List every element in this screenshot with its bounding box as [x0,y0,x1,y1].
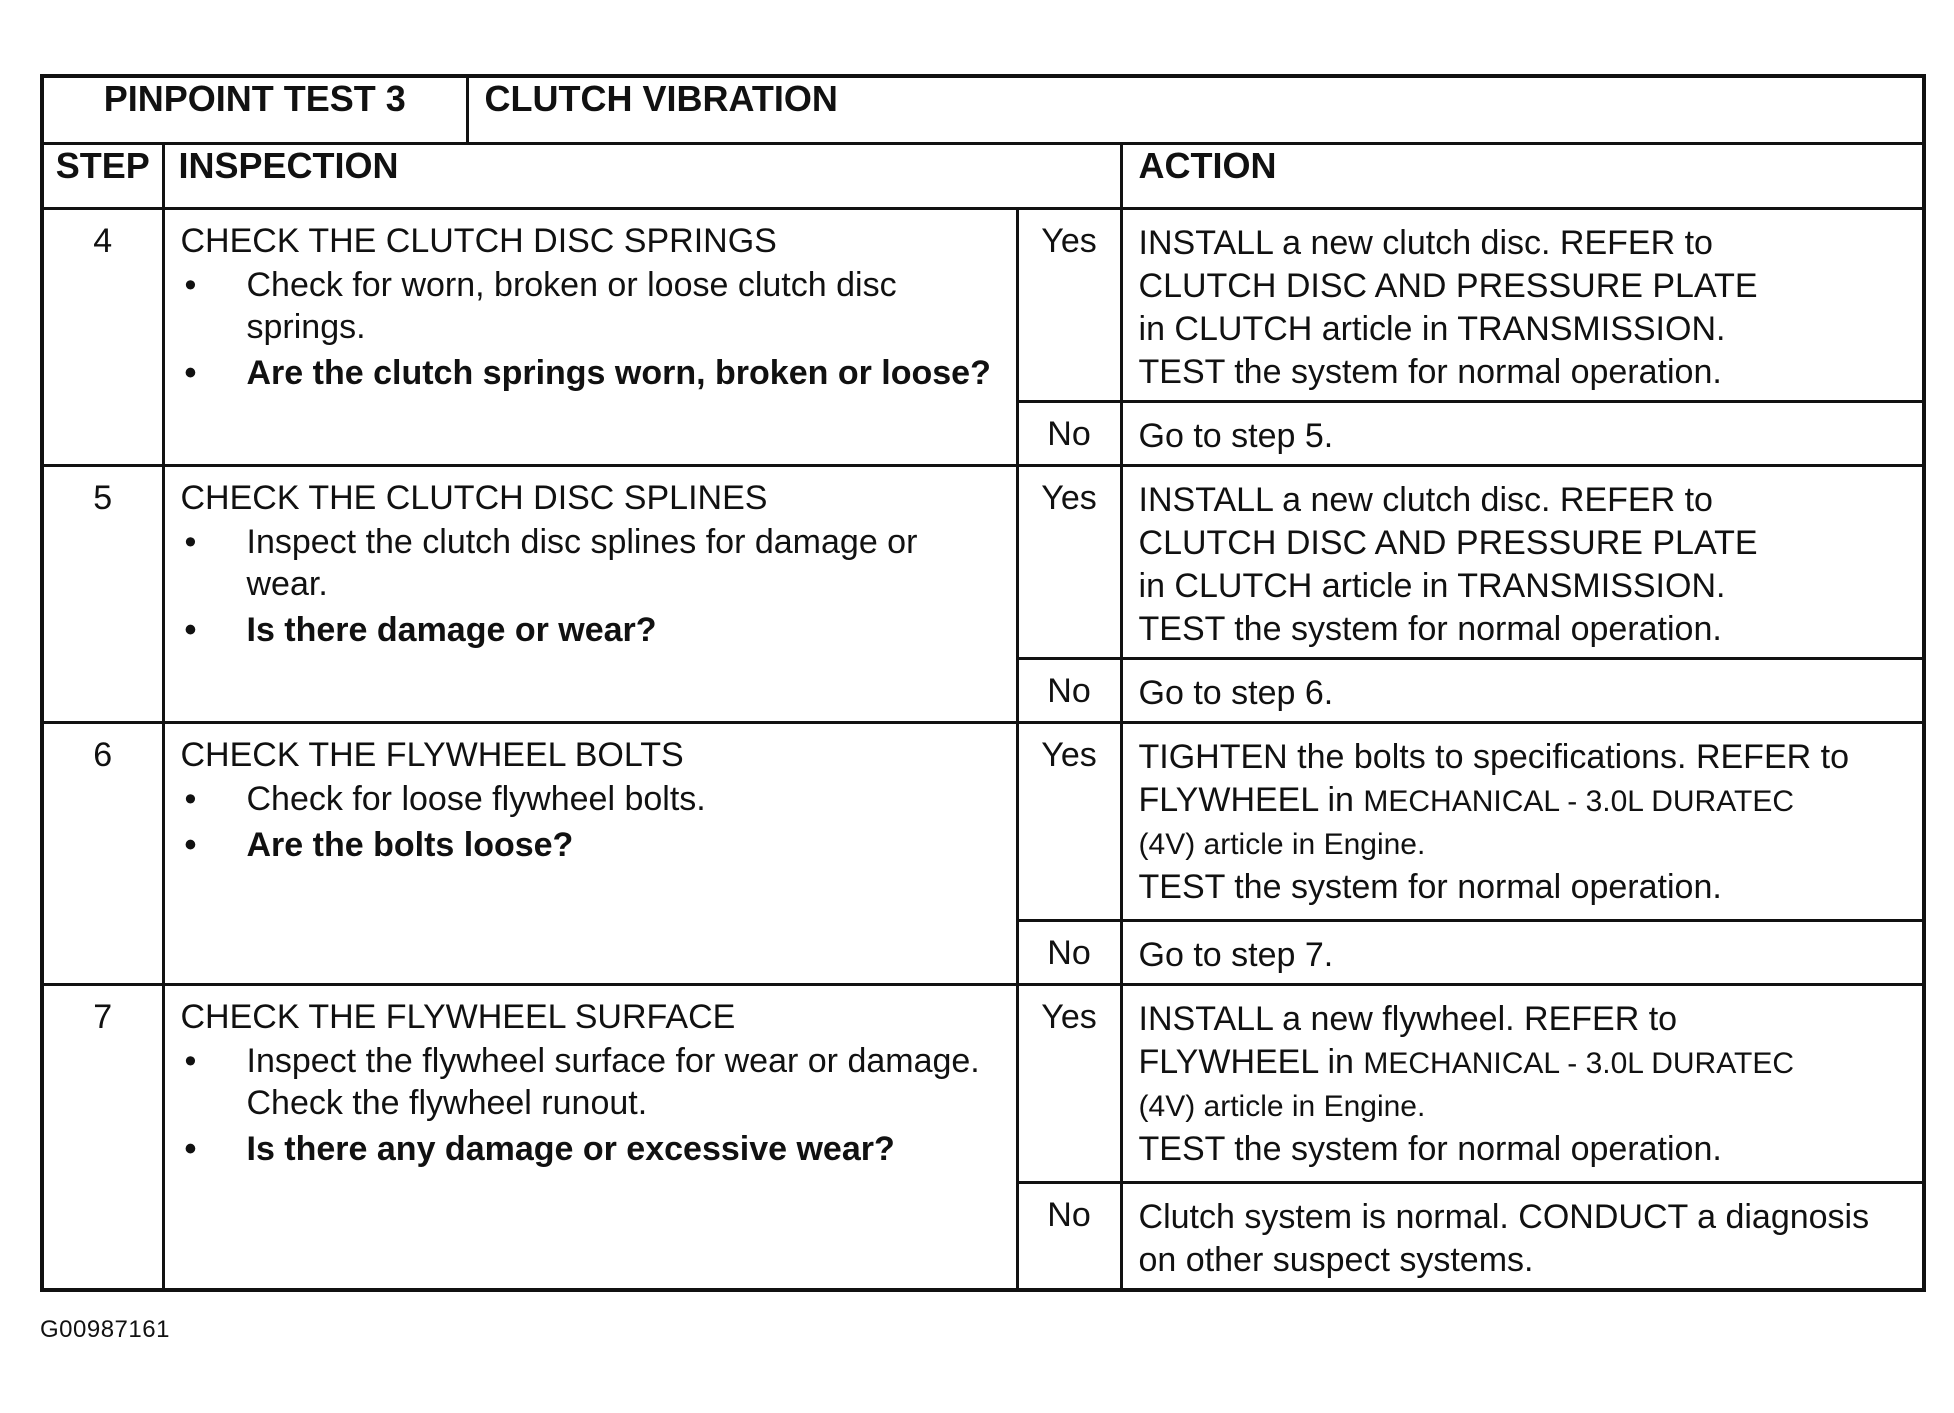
test-header-row [42,76,1924,144]
column-header-step: STEP [42,144,163,209]
step-7-inspection [163,985,1017,1291]
action-ref: FLYWHEEL in [1138,1043,1354,1081]
no-label: No [1017,659,1121,723]
bullet-icon: • [184,354,197,392]
inspection-instruction: Inspect the flywheel surface for wear or damage. Check the flywheel runout. [246,1042,980,1122]
column-header-action: ACTION [1121,144,1924,209]
inspection-title: CHECK THE FLYWHEEL BOLTS [180,736,684,774]
inspection-title: CHECK THE CLUTCH DISC SPLINES [180,479,768,517]
bullet-icon: • [184,1130,197,1168]
column-header-row [42,144,1924,209]
yes-label: Yes [1017,723,1121,921]
test-title: CLUTCH VIBRATION [467,76,1924,144]
inspection-bullet [181,609,1002,651]
pinpoint-test-table [40,74,1926,1292]
action-line: TIGHTEN the bolts to specifications. REFER to [1138,738,1849,776]
action-line: INSTALL a new flywheel. REFER to [1138,1000,1678,1038]
column-header-inspection: INSPECTION [163,144,1121,209]
inspection-title: CHECK THE CLUTCH DISC SPRINGS [180,222,777,260]
inspection-question: Are the clutch springs worn, broken or loose? [246,354,991,392]
inspection-instruction: Inspect the clutch disc splines for damage or wear. [246,523,918,603]
inspection-instruction: Check for loose flywheel bolts. [246,780,706,818]
action-line: TEST the system for normal operation. [1138,610,1722,648]
no-label: No [1017,921,1121,985]
action-line [1139,1041,1913,1085]
inspection-question: Is there any damage or excessive wear? [246,1130,895,1168]
yes-action [1121,723,1924,921]
pinpoint-test-sheet [40,74,1922,1292]
step-6-yes-row [42,723,1924,921]
inspection-bullet [181,264,1002,348]
action-line: (4V) article in Engine. [1138,828,1426,861]
bullet-icon: • [184,780,197,818]
no-action: Go to step 5. [1121,402,1924,466]
action-ref-article: MECHANICAL - 3.0L DURATEC [1363,1047,1794,1080]
inspection-instruction: Check for worn, broken or loose clutch disc springs. [246,266,897,346]
yes-label: Yes [1017,466,1121,659]
bullet-icon: • [184,1042,197,1080]
step-5-yes-row [42,466,1924,659]
test-label: PINPOINT TEST 3 [42,76,467,144]
step-number: 6 [42,723,163,985]
step-7-yes-row [42,985,1924,1183]
no-action: Clutch system is normal. CONDUCT a diagnosis on other suspect systems. [1121,1183,1924,1291]
bullet-icon: • [184,523,197,561]
action-line: INSTALL a new clutch disc. REFER to [1138,224,1713,262]
no-action: Go to step 6. [1121,659,1924,723]
step-number: 5 [42,466,163,723]
action-line: (4V) article in Engine. [1138,1090,1426,1123]
action-line: CLUTCH DISC AND PRESSURE PLATE [1138,524,1758,562]
yes-label: Yes [1017,209,1121,402]
action-line: INSTALL a new clutch disc. REFER to [1138,481,1713,519]
action-line: CLUTCH DISC AND PRESSURE PLATE [1138,267,1758,305]
no-action: Go to step 7. [1121,921,1924,985]
bullet-icon: • [184,826,197,864]
action-ref-article: MECHANICAL - 3.0L DURATEC [1363,785,1794,818]
action-line: in CLUTCH article in TRANSMISSION. [1138,567,1726,605]
no-label: No [1017,402,1121,466]
action-line: in CLUTCH article in TRANSMISSION. [1138,310,1726,348]
inspection-question: Is there damage or wear? [246,611,657,649]
action-line [1139,779,1913,823]
step-number: 7 [42,985,163,1291]
figure-id: G00987161 [40,1316,170,1343]
yes-action [1121,985,1924,1183]
step-6-inspection [163,723,1017,985]
inspection-question: Are the bolts loose? [246,826,574,864]
step-4-yes-row [42,209,1924,402]
no-label: No [1017,1183,1121,1291]
yes-action [1121,466,1924,659]
step-5-inspection [163,466,1017,723]
action-ref: FLYWHEEL in [1138,781,1354,819]
inspection-bullet [181,1128,1002,1170]
inspection-bullet [181,824,1002,866]
yes-label: Yes [1017,985,1121,1183]
step-number: 4 [42,209,163,466]
action-line: TEST the system for normal operation. [1138,353,1722,391]
inspection-title: CHECK THE FLYWHEEL SURFACE [180,998,736,1036]
inspection-bullet [181,352,1002,394]
bullet-icon: • [184,266,197,304]
inspection-bullet [181,778,1002,820]
inspection-bullet [181,1040,1002,1124]
bullet-icon: • [184,611,197,649]
action-line: TEST the system for normal operation. [1138,868,1722,906]
step-4-inspection [163,209,1017,466]
inspection-bullet [181,521,1002,605]
action-line: TEST the system for normal operation. [1138,1130,1722,1168]
yes-action [1121,209,1924,402]
